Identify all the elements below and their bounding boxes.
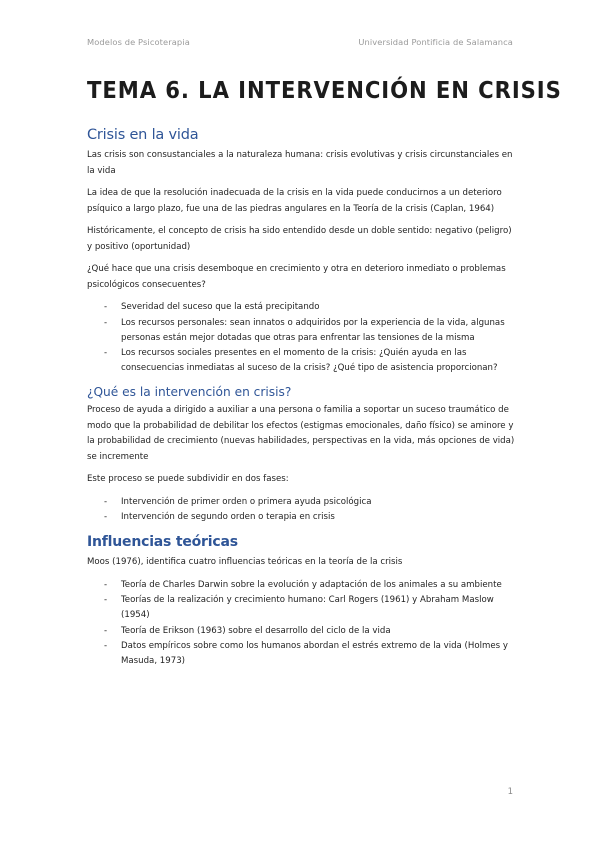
bullet-list <box>87 578 517 670</box>
list-item <box>87 316 517 346</box>
section-heading-crisis-en-la-vida: Crisis en la vida <box>87 127 199 143</box>
list-item-text: Teoría de Charles Darwin sobre la evolución y adaptación de los animales a su ambiente <box>121 579 502 590</box>
section-heading-influencias: Influencias teóricas <box>87 534 238 550</box>
subsection-heading-intervencion: ¿Qué es la intervención en crisis? <box>87 385 292 399</box>
bullet-dash: - <box>104 641 108 651</box>
bullet-list <box>87 495 517 526</box>
list-item-text: Severidad del suceso que la está precipitando <box>121 302 320 312</box>
paragraph: Proceso de ayuda a dirigido a auxiliar a una persona o familia a soportar un suceso traumático de modo que la probabilidad de debilitar los efectos (estigmas emocionales, daño físico) se aminore y la probabilidad de crecimiento (nuevas habilidades, perspectivas en la vida, más opciones de vida) se incremente <box>87 405 515 462</box>
paragraph: Históricamente, el concepto de crisis ha sido entendido desde un doble sentido: negativo (peligro) y positivo (oportunidad) <box>87 226 512 252</box>
list-item <box>87 624 517 639</box>
paragraph: Este proceso se puede subdividir en dos fases: <box>87 474 289 484</box>
document-body <box>87 76 562 677</box>
list-item-text: Teoría de Erikson (1963) sobre el desarrollo del ciclo de la vida <box>121 625 391 636</box>
bullet-dash: - <box>104 595 108 605</box>
list-item <box>87 346 517 376</box>
list-item-text: Intervención de primer orden o primera ayuda psicológica <box>121 496 372 507</box>
list-item <box>87 495 517 510</box>
page-header <box>87 37 513 47</box>
bullet-list <box>87 300 517 376</box>
paragraph: Las crisis son consustanciales a la naturaleza humana: crisis evolutivas y crisis circunstanciales en la vida <box>87 150 513 176</box>
document-title: TEMA 6. LA INTERVENCIÓN EN CRISIS <box>87 78 562 104</box>
bullet-dash: - <box>104 317 108 328</box>
paragraph: ¿Qué hace que una crisis desemboque en crecimiento y otra en deterioro inmediato o problemas psicológicos consecuentes? <box>87 264 506 290</box>
bullet-dash: - <box>104 512 108 522</box>
list-item-text: Los recursos personales: sean innatos o adquiridos por la experiencia de la vida, algunas personas están mejor dotadas que otras para enfrentar las tensiones de la misma <box>121 317 505 343</box>
list-item <box>87 510 517 525</box>
paragraph: La idea de que la resolución inadecuada de la crisis en la vida puede conducirnos a un deterioro psíquico a largo plazo, fue una de las piedras angulares en la Teoría de la crisis (Caplan, 1964) <box>87 188 502 214</box>
list-item-text: Teorías de la realización y crecimiento humano: Carl Rogers (1961) y Abraham Maslow (1954) <box>121 595 494 620</box>
list-item-text: Los recursos sociales presentes en el momento de la crisis: ¿Quién ayuda en las consecuencias inmediatas al suceso de la crisis? ¿Qué tipo de asistencia proporcionan? <box>121 348 498 373</box>
list-item <box>87 639 517 669</box>
header-course-name: Modelos de Psicoterapia <box>87 37 190 47</box>
header-university-name: Universidad Pontificia de Salamanca <box>358 37 513 47</box>
bullet-dash: - <box>104 496 108 507</box>
bullet-dash: - <box>104 579 108 590</box>
list-item <box>87 578 517 593</box>
list-item-text: Intervención de segundo orden o terapia en crisis <box>121 512 335 522</box>
bullet-dash: - <box>104 348 108 358</box>
list-item <box>87 300 517 315</box>
paragraph: Moos (1976), identifica cuatro influencias teóricas en la teoría de la crisis <box>87 557 403 567</box>
list-item <box>87 593 517 623</box>
bullet-dash: - <box>104 625 108 636</box>
bullet-dash: - <box>104 302 108 312</box>
page-number: 1 <box>507 787 513 797</box>
list-item-text: Datos empíricos sobre como los humanos abordan el estrés extremo de la vida (Holmes y Masuda, 1973) <box>121 641 508 666</box>
